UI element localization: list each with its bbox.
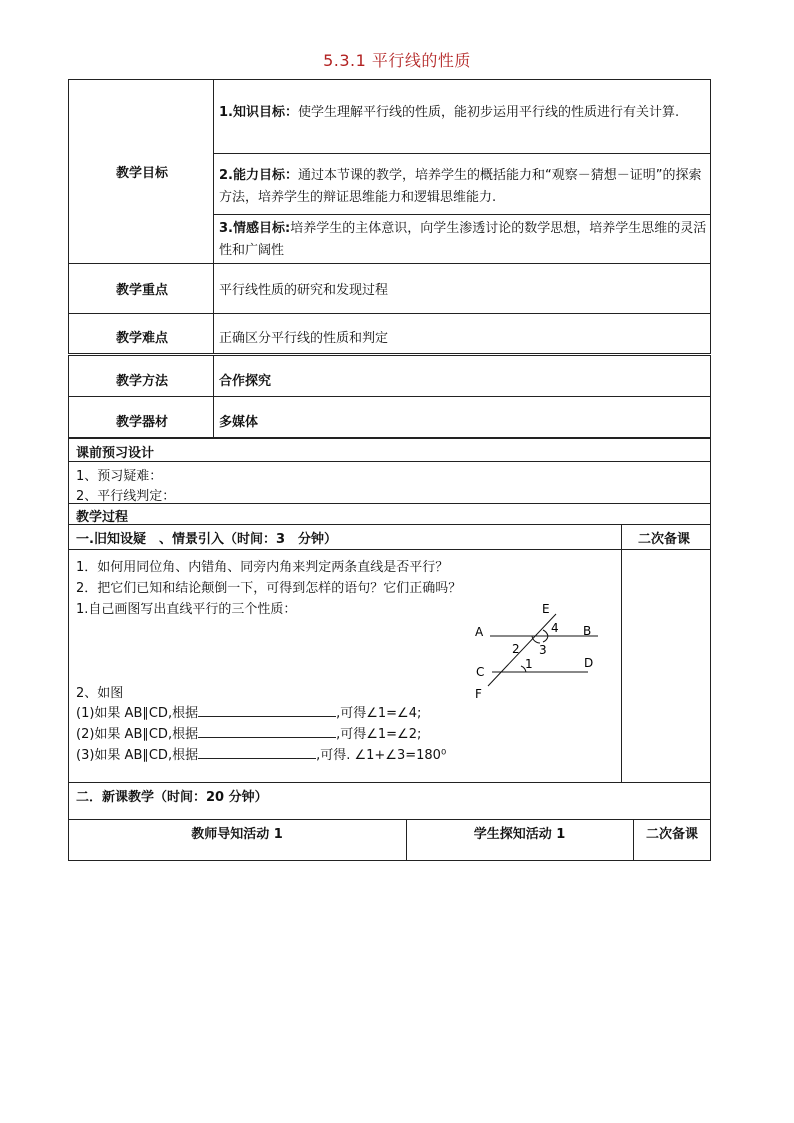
process-header: 教学过程: [76, 510, 129, 525]
equipment-label: 教学器材: [115, 415, 168, 430]
answer-blank-1[interactable]: [198, 704, 336, 717]
angle-label-1: 1: [525, 657, 533, 671]
section1-side-label: 二次备课: [638, 532, 691, 547]
page-title: 5.3.1 平行线的性质: [323, 51, 471, 70]
method-label: 教学方法: [115, 374, 168, 389]
question-3: 1.自己画图写出直线平行的三个性质：: [76, 602, 297, 617]
fill-item-1: (1)如果 AB∥CD,根据 ,可得∠1=∠4;: [76, 706, 422, 721]
answer-blank-2[interactable]: [198, 725, 336, 738]
key-point-value: 平行线性质的研究和发现过程: [219, 283, 389, 298]
objective-3: 3.情感目标:培养学生的主体意识，向学生渗透讨论的数学思想，培养学生思维的灵活性和广阔性: [219, 221, 707, 258]
question-2: 2．把它们已知和结论颠倒一下，可得到怎样的语句？它们正确吗？: [76, 581, 462, 596]
angle-label-3: 3: [539, 643, 547, 657]
label-E: E: [542, 602, 550, 616]
key-point-label: 教学重点: [115, 283, 168, 298]
question-1: 1．如何用同位角、内错角、同旁内角来判定两条直线是否平行？: [76, 560, 449, 575]
angle-label-4: 4: [551, 621, 559, 635]
method-value: 合作探究: [219, 374, 272, 389]
objectives-label: 教学目标: [115, 166, 168, 181]
preview-item-2: 2、平行线判定：: [76, 489, 176, 504]
section2-title: 二．新课教学（时间：20 分钟）: [76, 790, 268, 805]
difficulty-label: 教学难点: [115, 331, 168, 346]
figure-intro: 2、如图: [76, 686, 124, 701]
parallel-lines-figure: [470, 598, 610, 702]
student-activity-header: 学生探知活动 1: [473, 827, 566, 842]
preview-header: 课前预习设计: [76, 446, 155, 461]
label-C: C: [476, 665, 485, 679]
label-A: A: [475, 625, 484, 639]
label-D: D: [584, 656, 594, 670]
equipment-value: 多媒体: [219, 415, 259, 430]
difficulty-value: 正确区分平行线的性质和判定: [219, 331, 389, 346]
fill-item-2: (2)如果 AB∥CD,根据 ,可得∠1=∠2;: [76, 727, 422, 742]
objective-2: 2.能力目标：通过本节课的教学，培养学生的概括能力和“观察－猜想－证明”的探索方法，培养学生的辩证思维能力和逻辑思维能力.: [219, 168, 702, 205]
label-F: F: [475, 687, 482, 701]
label-B: B: [583, 624, 592, 638]
fill-item-3: (3)如果 AB∥CD,根据 ,可得. ∠1+∠3=180⁰: [76, 748, 447, 763]
second-prep-header: 二次备课: [645, 827, 698, 842]
objective-1: 1.知识目标：使学生理解平行线的性质，能初步运用平行线的性质进行有关计算.: [219, 105, 680, 120]
angle-label-2: 2: [512, 642, 520, 656]
teacher-activity-header: 教师导知活动 1: [191, 827, 283, 842]
preview-item-1: 1、预习疑难：: [76, 469, 163, 484]
answer-blank-3[interactable]: [198, 746, 316, 759]
section1-title: 一.旧知设疑 、情景引入（时间：3 分钟）: [76, 532, 337, 547]
